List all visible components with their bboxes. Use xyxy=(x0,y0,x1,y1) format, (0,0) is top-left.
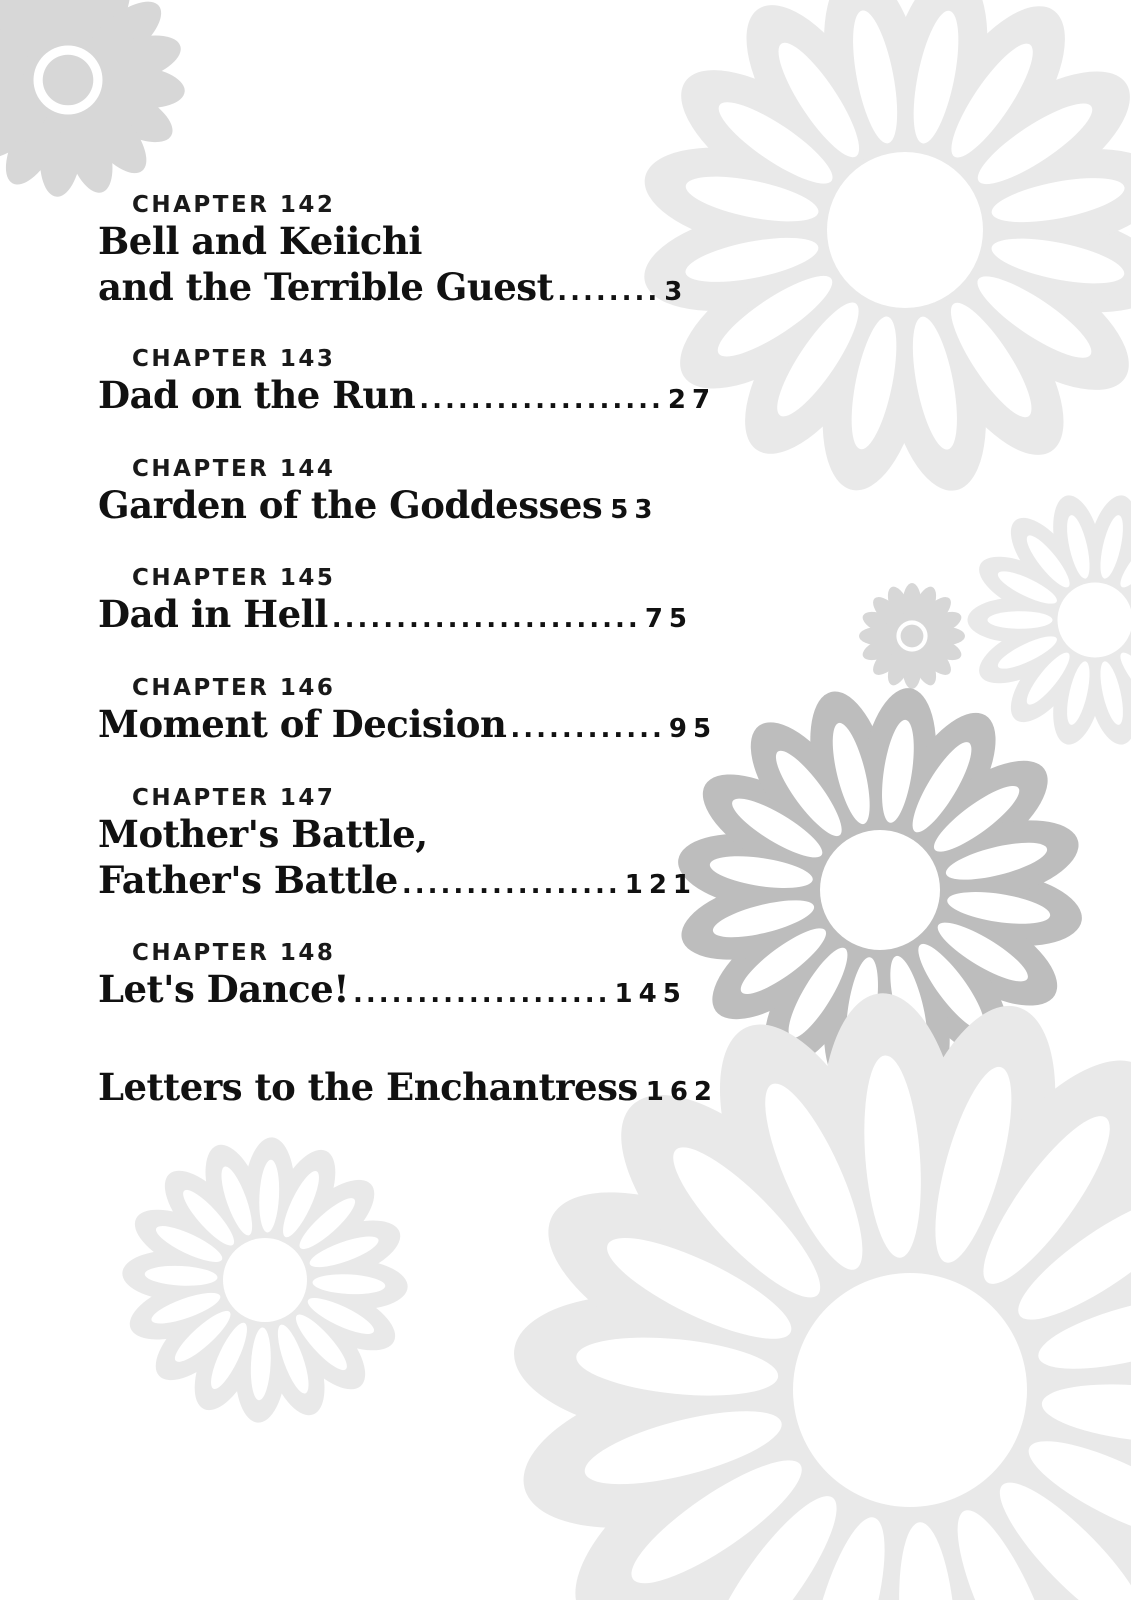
title-line: Letters to the Enchantress xyxy=(98,1065,638,1109)
page-number: 162 xyxy=(645,1077,719,1107)
page-number: 145 xyxy=(614,979,687,1009)
title-line: Father's Battle xyxy=(98,858,398,902)
title-line: Garden of the Goddesses xyxy=(98,483,603,527)
page-number: 3 xyxy=(664,277,689,307)
toc-entry-chapter-146[interactable] xyxy=(98,675,718,752)
toc-entry-chapter-148[interactable] xyxy=(98,940,687,1017)
chapter-label: CHAPTER 146 xyxy=(132,675,336,701)
chapter-label: CHAPTER 142 xyxy=(132,192,336,218)
dot-leader: ................. xyxy=(401,870,621,900)
chapter-title xyxy=(98,218,689,315)
section-title xyxy=(98,1064,719,1115)
chapter-label: CHAPTER 145 xyxy=(132,565,336,591)
toc-entry-chapter-147[interactable] xyxy=(98,785,698,908)
chapter-label: CHAPTER 144 xyxy=(132,456,336,482)
page-number: 75 xyxy=(644,604,693,634)
chapter-title xyxy=(98,482,658,533)
chapter-label: CHAPTER 148 xyxy=(132,940,336,966)
title-line: Mother's Battle, xyxy=(98,812,428,856)
page-number: 121 xyxy=(624,870,698,900)
dot-leader: ........................ xyxy=(331,604,641,634)
toc-entry-chapter-145[interactable] xyxy=(98,565,693,642)
dot-leader: ................... xyxy=(419,385,664,415)
dot-leader: .................... xyxy=(352,979,611,1009)
page-number: 95 xyxy=(668,714,718,744)
chapter-label: CHAPTER 147 xyxy=(132,785,336,811)
toc-entry-chapter-142[interactable] xyxy=(98,192,689,315)
page-number: 53 xyxy=(610,495,659,525)
chapter-title xyxy=(98,966,687,1017)
toc-entry-chapter-144[interactable] xyxy=(98,456,658,533)
title-line: Let's Dance! xyxy=(98,967,349,1011)
toc-entry-chapter-143[interactable] xyxy=(98,346,717,423)
toc-entry-letters[interactable] xyxy=(98,1064,719,1115)
dot-leader: ............ xyxy=(510,714,665,744)
chapter-title xyxy=(98,591,693,642)
title-line: Dad in Hell xyxy=(98,592,328,636)
chapter-title xyxy=(98,372,717,423)
title-line: and the Terrible Guest xyxy=(98,265,554,309)
title-line: Moment of Decision xyxy=(98,702,507,746)
page-number: 27 xyxy=(667,385,717,415)
title-line: Dad on the Run xyxy=(98,373,416,417)
chapter-title xyxy=(98,811,698,908)
title-line: Bell and Keiichi xyxy=(98,219,422,263)
dot-leader: ........ xyxy=(557,277,661,307)
chapter-label: CHAPTER 143 xyxy=(132,346,336,372)
chapter-title xyxy=(98,701,718,752)
